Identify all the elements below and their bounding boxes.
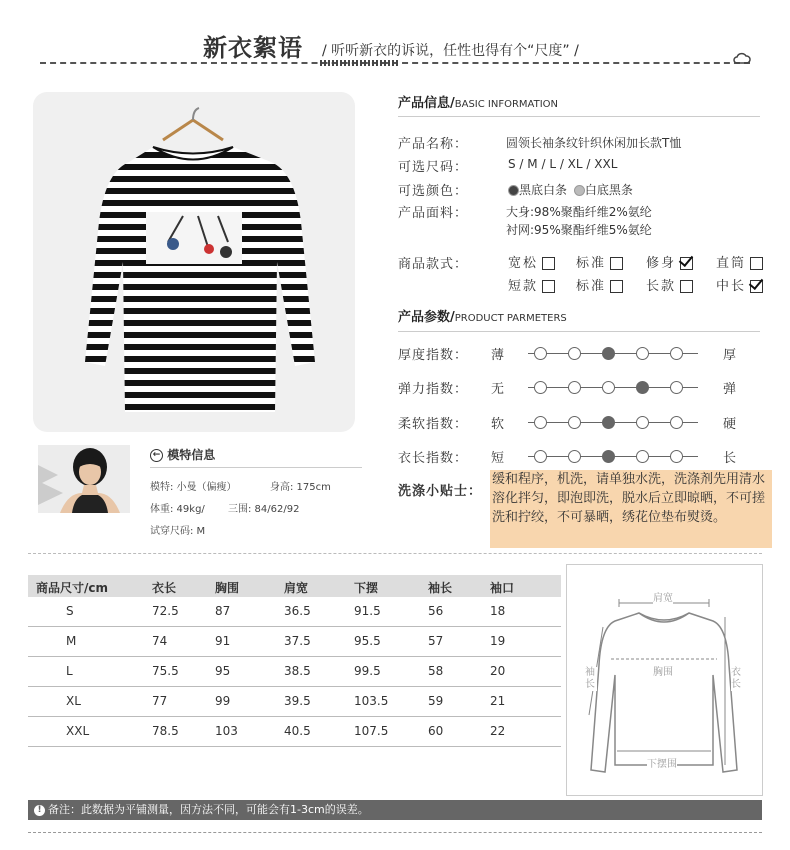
header-dots — [320, 60, 400, 66]
table-cell: 57 — [428, 634, 444, 648]
slider-dot — [670, 450, 683, 463]
table-header — [28, 575, 561, 597]
model-photo — [38, 445, 130, 513]
slider-dot — [670, 347, 683, 360]
param-row — [398, 413, 768, 433]
table-header-cell: 下摆 — [354, 581, 379, 595]
product-photo — [33, 92, 355, 432]
model-weight: 体重: 49kg/ — [150, 504, 205, 515]
model-info-header: ← 模特信息 — [150, 446, 215, 463]
param-row — [398, 344, 768, 364]
diagram-length-label: 衣长 — [731, 667, 741, 690]
sizes-label: 可选尺码： — [398, 160, 469, 175]
style-option: 长款 — [646, 275, 693, 294]
black-white-swatch-icon — [508, 185, 519, 196]
table-cell: 107.5 — [354, 724, 389, 738]
table-cell: 91.5 — [354, 604, 381, 618]
table-row — [28, 597, 561, 627]
diagram-shoulder-label: 肩宽 — [653, 589, 673, 604]
table-cell: 19 — [490, 634, 506, 648]
table-cell: 74 — [152, 634, 168, 648]
param-low: 无 — [491, 382, 506, 397]
style-option: 标准 — [576, 252, 623, 271]
table-cell: 78.5 — [152, 724, 179, 738]
table-cell: 103.5 — [354, 694, 389, 708]
white-black-swatch-icon — [574, 185, 585, 196]
param-row — [398, 447, 768, 467]
model-name: 模特: 小曼（偏瘦） — [150, 482, 237, 493]
colors-value: 黑底白条 白底黑条 — [508, 181, 633, 198]
table-cell: 95 — [215, 664, 231, 678]
table-header-cell: 胸围 — [215, 581, 240, 595]
sizes-value: S / M / L / XL / XXL — [508, 157, 618, 171]
param-label: 衣长指数： — [398, 451, 469, 466]
care-text: 缓和程序，机洗，请单独水洗，洗涤剂先用清水溶化拌匀，即泡即洗，脱水后立即晾晒，不可搓洗和拧绞，不可暴晒，绣花位垫布熨烫。 — [490, 470, 772, 548]
section-divider — [28, 553, 762, 554]
checkbox-icon — [680, 280, 693, 293]
table-cell: 37.5 — [284, 634, 311, 648]
table-header-cell: 商品尺寸/cm — [36, 581, 109, 595]
table-cell: 18 — [490, 604, 506, 618]
table-cell: 39.5 — [284, 694, 311, 708]
table-cell: 20 — [490, 664, 506, 678]
size-table — [28, 575, 561, 747]
table-row — [28, 717, 561, 747]
model-measurements: 三围: 84/62/92 — [228, 504, 300, 515]
style-option: 宽松 — [508, 252, 555, 271]
table-cell: 59 — [428, 694, 444, 708]
table-cell: 38.5 — [284, 664, 311, 678]
checked-box-icon — [680, 257, 693, 270]
style-option: 标准 — [576, 275, 623, 294]
slider-dot-active — [602, 416, 615, 429]
circle-arrow-left-icon: ← — [150, 449, 163, 462]
slider-dot — [534, 381, 547, 394]
table-header-cell: 袖口 — [490, 581, 515, 595]
table-cell: 58 — [428, 664, 444, 678]
product-name-value: 圆领长袖条纹针织休闲加长款T恤 — [506, 136, 682, 150]
table-cell: L — [66, 664, 73, 678]
fabric-value-body: 大身:98%聚酯纤维2%氨纶 — [506, 205, 652, 219]
checkbox-icon — [610, 257, 623, 270]
param-low: 薄 — [491, 348, 506, 363]
measurement-diagram — [566, 564, 763, 796]
slider-dot-active — [602, 347, 615, 360]
footer-note-bar — [28, 800, 762, 820]
info-icon: ! — [34, 805, 45, 816]
style-option: 修身 — [646, 252, 693, 271]
slider-dot-active — [636, 381, 649, 394]
param-high: 弹 — [723, 382, 738, 397]
table-cell: 99 — [215, 694, 231, 708]
care-label: 洗涤小贴士： — [398, 484, 483, 499]
checkbox-icon — [610, 280, 623, 293]
model-size: 试穿尺码: M — [150, 526, 206, 537]
diagram-sleeve-label: 袖长 — [585, 667, 595, 690]
table-cell: 87 — [215, 604, 231, 618]
checkbox-icon — [542, 280, 555, 293]
slider-dot — [568, 381, 581, 394]
table-cell: 72.5 — [152, 604, 179, 618]
slider-dot — [636, 416, 649, 429]
table-cell: 36.5 — [284, 604, 311, 618]
diagram-hem-label: 下摆围 — [647, 755, 677, 770]
table-cell: 99.5 — [354, 664, 381, 678]
footer-note: 备注：此数据为平铺测量，因方法不同，可能会有1-3cm的误差。 — [48, 803, 369, 816]
product-name-label: 产品名称： — [398, 137, 469, 152]
table-cell: 77 — [152, 694, 168, 708]
table-cell: XXL — [66, 724, 90, 738]
table-cell: 60 — [428, 724, 444, 738]
style-option: 直筒 — [716, 252, 763, 271]
table-cell: M — [66, 634, 77, 648]
table-cell: XL — [66, 694, 81, 708]
slider-dot-active — [602, 450, 615, 463]
table-cell: 75.5 — [152, 664, 179, 678]
basic-info-header: 产品信息/BASIC INFORMATION — [398, 96, 559, 111]
param-label: 弹力指数： — [398, 382, 469, 397]
table-cell: 91 — [215, 634, 231, 648]
param-low: 软 — [491, 417, 506, 432]
table-cell: 56 — [428, 604, 444, 618]
param-high: 长 — [723, 451, 738, 466]
basic-info-divider — [398, 116, 760, 117]
table-cell: 95.5 — [354, 634, 381, 648]
param-label: 厚度指数： — [398, 348, 469, 363]
header-slogan: / 听听新衣的诉说，任性也得有个“尺度” / — [322, 43, 579, 59]
checkbox-icon — [542, 257, 555, 270]
model-divider — [150, 467, 362, 468]
slider-dot — [534, 450, 547, 463]
slider-dot — [636, 450, 649, 463]
table-cell: 21 — [490, 694, 506, 708]
param-low: 短 — [491, 451, 506, 466]
bottom-divider — [28, 832, 762, 833]
style-label: 商品款式： — [398, 257, 469, 272]
slider-dot — [534, 416, 547, 429]
param-high: 厚 — [723, 348, 738, 363]
style-option: 短款 — [508, 275, 555, 294]
slider-dot — [568, 416, 581, 429]
page-title: 新衣絮语 — [203, 33, 303, 62]
checked-box-icon — [750, 280, 763, 293]
diagram-chest-label: 胸围 — [653, 663, 673, 678]
table-header-cell: 袖长 — [428, 581, 453, 595]
fabric-value-lining: 衬网:95%聚酯纤维5%氨纶 — [506, 223, 652, 237]
slider-dot — [602, 381, 615, 394]
slider-dot — [670, 381, 683, 394]
checkbox-icon — [750, 257, 763, 270]
slider-dot — [670, 416, 683, 429]
param-label: 柔软指数： — [398, 417, 469, 432]
slider-dot — [534, 347, 547, 360]
table-cell: 103 — [215, 724, 238, 738]
table-row — [28, 687, 561, 717]
table-cell: 40.5 — [284, 724, 311, 738]
table-header-cell: 肩宽 — [284, 581, 309, 595]
table-header-cell: 衣长 — [152, 581, 177, 595]
slider-dot — [568, 450, 581, 463]
table-row — [28, 657, 561, 687]
table-row — [28, 627, 561, 657]
param-row — [398, 378, 768, 398]
slider-dot — [568, 347, 581, 360]
params-header: 产品参数/PRODUCT PARMETERS — [398, 310, 567, 325]
param-high: 硬 — [723, 417, 738, 432]
model-height: 身高: 175cm — [270, 482, 331, 493]
table-cell: S — [66, 604, 74, 618]
fabric-label: 产品面料： — [398, 206, 469, 221]
cloud-icon — [733, 52, 751, 68]
slider-dot — [636, 347, 649, 360]
style-option: 中长 — [716, 275, 763, 294]
table-cell: 22 — [490, 724, 506, 738]
colors-label: 可选颜色： — [398, 184, 469, 199]
params-divider — [398, 331, 760, 332]
